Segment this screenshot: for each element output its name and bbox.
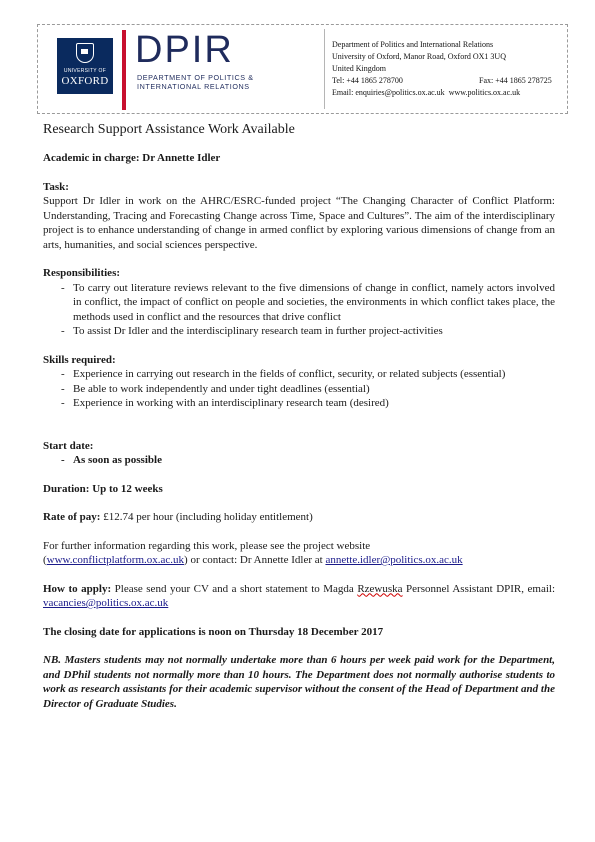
- logo-university-of: UNIVERSITY OF: [63, 68, 107, 74]
- fax: Fax: +44 1865 278725: [479, 76, 552, 85]
- page-title: Research Support Assistance Work Available: [43, 122, 295, 137]
- telephone: Tel: +44 1865 278700: [332, 76, 403, 85]
- phone-row: [332, 75, 552, 87]
- info-paren: (: [43, 554, 47, 566]
- apply-text: Please send your CV and a short statement to Magda: [111, 582, 358, 595]
- rate-of-pay: [43, 510, 555, 525]
- list-item: - To assist Dr Idler and the interdisciplinary research team in further project-activities: [61, 324, 555, 339]
- list-item: - To carry out literature reviews relevant to the five dimensions of change in conflict, namely actors involved in conflict, the impact of conflict on people and societies, the environments in which conflict takes place, the methods used in conflict and the resources that drive conflict: [61, 281, 555, 325]
- logo-oxford: OXFORD: [61, 75, 109, 87]
- task-heading: Task:: [43, 180, 69, 193]
- address-line-1: Department of Politics and International Relations: [332, 40, 494, 49]
- address-line-2: University of Oxford, Manor Road, Oxford OX1 3UQ: [332, 52, 506, 61]
- oxford-logo: [57, 38, 113, 94]
- dpir-subtitle-line-2: INTERNATIONAL RELATIONS: [137, 82, 250, 91]
- task-text: Support Dr Idler in work on the AHRC/ESRC-funded project “The Changing Character of Conflict Platform: Understanding, Tracing and Forecasting Change across Time, Space and Cultures”. The aim of the interdisciplinary project is to enhance understanding of change in armed conflict by exploring various dimensions of change from an arts, humanities, and social sciences perspective.: [43, 195, 555, 251]
- letterhead-divider: [324, 29, 325, 109]
- responsibilities-heading: Responsibilities:: [43, 267, 121, 279]
- skills-heading: Skills required:: [43, 353, 116, 366]
- academic-in-charge: Academic in charge: Dr Annette Idler: [43, 152, 221, 164]
- address-line-3: United Kingdom: [332, 64, 386, 73]
- skills-list: [43, 367, 555, 411]
- start-date-value: - As soon as possible: [61, 453, 555, 468]
- closing-date: The closing date for applications is noon on Thursday 18 December 2017: [43, 625, 384, 638]
- start-date-heading: Start date:: [43, 439, 94, 452]
- dpir-subtitle-line-1: DEPARTMENT OF POLITICS &: [137, 73, 254, 82]
- project-website-link[interactable]: www.conflictplatform.ox.ac.uk: [46, 554, 185, 566]
- apply-text-2: Personnel Assistant DPIR, email:: [402, 582, 556, 595]
- dpir-subtitle: [137, 73, 254, 91]
- website-link[interactable]: www.politics.ox.ac.uk: [448, 88, 521, 97]
- list-item: - Experience in carrying out research in the fields of conflict, security, or related subjects (essential): [61, 367, 555, 382]
- crest-icon: [76, 43, 94, 63]
- email-label: Email:: [332, 88, 356, 97]
- vacancies-email-link[interactable]: vacancies@politics.ox.ac.uk: [43, 597, 169, 609]
- further-info: [43, 539, 555, 568]
- start-date-list: [43, 453, 555, 468]
- dpir-logo-text: DPIR: [135, 29, 234, 71]
- rate-label: Rate of pay:: [43, 511, 101, 523]
- email-link[interactable]: enquiries@politics.ox.ac.uk: [355, 88, 445, 97]
- apply-label: How to apply:: [43, 582, 112, 595]
- apply-contact-name: Rzewuska: [357, 582, 403, 595]
- how-to-apply: [43, 582, 555, 611]
- info-text: For further information regarding this work, please see the project website: [43, 539, 371, 552]
- duration: Duration: Up to 12 weeks: [43, 482, 163, 495]
- info-contact-text: ) or contact: Dr Annette Idler at: [184, 554, 326, 566]
- list-item: - Be able to work independently and under tight deadlines (essential): [61, 382, 555, 397]
- brand-red-rule: [122, 30, 126, 110]
- contact-email-link[interactable]: annette.idler@politics.ox.ac.uk: [325, 554, 463, 566]
- letterhead: [37, 24, 568, 114]
- email-row: [332, 87, 520, 99]
- responsibilities-list: [43, 281, 555, 339]
- rate-value: £12.74 per hour (including holiday entitlement): [100, 511, 313, 523]
- nb-note: NB. Masters students may not normally undertake more than 6 hours per week paid work for the Department, and DPhil students not normally more than 10 hours. The Department does not normally authorise students to work as research assistants for their academic supervisor without the consent of the Head of Department and the Director of Graduate Studies.: [43, 654, 555, 710]
- document-body: [43, 121, 555, 711]
- list-item: - Experience in working with an interdisciplinary research team (desired): [61, 396, 555, 411]
- department-address: [332, 39, 552, 99]
